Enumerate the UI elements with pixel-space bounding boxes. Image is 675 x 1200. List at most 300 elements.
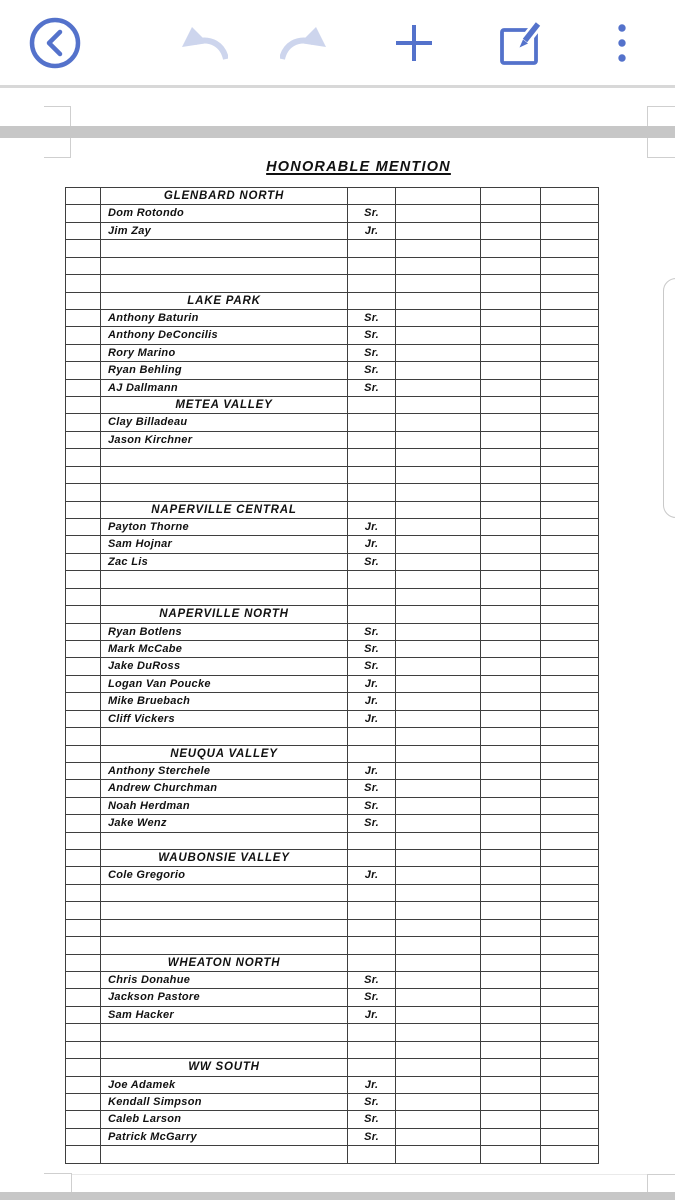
player-name-cell[interactable]: Sam Hacker (101, 1007, 348, 1024)
empty-cell[interactable] (481, 1077, 541, 1094)
empty-cell[interactable] (541, 833, 599, 850)
empty-cell[interactable] (481, 589, 541, 606)
empty-cell[interactable] (66, 693, 101, 710)
empty-cell[interactable] (541, 1111, 599, 1128)
empty-cell[interactable] (481, 240, 541, 257)
empty-cell[interactable] (541, 989, 599, 1006)
empty-cell[interactable] (348, 885, 396, 902)
empty-cell[interactable] (481, 397, 541, 414)
empty-cell[interactable] (396, 345, 481, 362)
empty-cell[interactable] (66, 1024, 101, 1041)
empty-cell[interactable] (348, 606, 396, 623)
empty-cell[interactable] (481, 606, 541, 623)
player-name-cell[interactable]: Andrew Churchman (101, 780, 348, 797)
empty-cell[interactable] (541, 798, 599, 815)
empty-cell[interactable] (101, 467, 348, 484)
edit-button[interactable] (498, 0, 542, 85)
empty-cell[interactable] (481, 502, 541, 519)
empty-cell[interactable] (481, 850, 541, 867)
empty-cell[interactable] (541, 310, 599, 327)
empty-cell[interactable] (481, 554, 541, 571)
empty-cell[interactable] (541, 484, 599, 501)
empty-cell[interactable] (348, 955, 396, 972)
empty-cell[interactable] (348, 293, 396, 310)
player-name-cell[interactable]: Anthony Sterchele (101, 763, 348, 780)
empty-cell[interactable] (66, 1077, 101, 1094)
empty-cell[interactable] (66, 362, 101, 379)
empty-cell[interactable] (101, 484, 348, 501)
empty-cell[interactable] (541, 1077, 599, 1094)
empty-cell[interactable] (66, 380, 101, 397)
empty-cell[interactable] (66, 519, 101, 536)
empty-cell[interactable] (396, 293, 481, 310)
school-header-cell[interactable]: WW SOUTH (101, 1059, 348, 1076)
empty-cell[interactable] (541, 1094, 599, 1111)
empty-cell[interactable] (348, 1059, 396, 1076)
empty-cell[interactable] (101, 449, 348, 466)
empty-cell[interactable] (101, 728, 348, 745)
empty-cell[interactable] (66, 188, 101, 205)
empty-cell[interactable] (481, 746, 541, 763)
empty-cell[interactable] (66, 1007, 101, 1024)
empty-cell[interactable] (541, 746, 599, 763)
empty-cell[interactable] (541, 780, 599, 797)
empty-cell[interactable] (541, 432, 599, 449)
school-header-cell[interactable]: NAPERVILLE NORTH (101, 606, 348, 623)
empty-cell[interactable] (396, 815, 481, 832)
empty-cell[interactable] (348, 571, 396, 588)
empty-cell[interactable] (348, 188, 396, 205)
empty-cell[interactable] (101, 1042, 348, 1059)
school-header-cell[interactable]: NAPERVILLE CENTRAL (101, 502, 348, 519)
empty-cell[interactable] (66, 641, 101, 658)
player-name-cell[interactable]: Zac Lis (101, 554, 348, 571)
player-class-cell[interactable]: Sr. (348, 641, 396, 658)
empty-cell[interactable] (481, 989, 541, 1006)
empty-cell[interactable] (101, 937, 348, 954)
empty-cell[interactable] (66, 1059, 101, 1076)
empty-cell[interactable] (66, 763, 101, 780)
empty-cell[interactable] (481, 763, 541, 780)
empty-cell[interactable] (66, 850, 101, 867)
empty-cell[interactable] (66, 658, 101, 675)
empty-cell[interactable] (348, 902, 396, 919)
empty-cell[interactable] (541, 867, 599, 884)
empty-cell[interactable] (66, 502, 101, 519)
overflow-menu-button[interactable] (608, 0, 636, 85)
empty-cell[interactable] (396, 1111, 481, 1128)
empty-cell[interactable] (396, 780, 481, 797)
empty-cell[interactable] (541, 397, 599, 414)
player-name-cell[interactable]: Caleb Larson (101, 1111, 348, 1128)
empty-cell[interactable] (396, 1042, 481, 1059)
empty-cell[interactable] (66, 798, 101, 815)
empty-cell[interactable] (481, 258, 541, 275)
empty-cell[interactable] (101, 1146, 348, 1163)
empty-cell[interactable] (481, 432, 541, 449)
player-class-cell[interactable]: Sr. (348, 1111, 396, 1128)
empty-cell[interactable] (541, 1059, 599, 1076)
empty-cell[interactable] (348, 746, 396, 763)
empty-cell[interactable] (481, 380, 541, 397)
empty-cell[interactable] (481, 972, 541, 989)
empty-cell[interactable] (348, 850, 396, 867)
player-name-cell[interactable]: Jim Zay (101, 223, 348, 240)
empty-cell[interactable] (396, 223, 481, 240)
empty-cell[interactable] (66, 867, 101, 884)
empty-cell[interactable] (348, 937, 396, 954)
empty-cell[interactable] (481, 867, 541, 884)
player-name-cell[interactable]: Jake DuRoss (101, 658, 348, 675)
empty-cell[interactable] (66, 536, 101, 553)
empty-cell[interactable] (66, 1111, 101, 1128)
empty-cell[interactable] (541, 205, 599, 222)
empty-cell[interactable] (348, 449, 396, 466)
empty-cell[interactable] (396, 449, 481, 466)
empty-cell[interactable] (101, 833, 348, 850)
player-name-cell[interactable]: Cliff Vickers (101, 711, 348, 728)
empty-cell[interactable] (66, 972, 101, 989)
empty-cell[interactable] (396, 902, 481, 919)
empty-cell[interactable] (396, 937, 481, 954)
player-name-cell[interactable]: Jackson Pastore (101, 989, 348, 1006)
empty-cell[interactable] (396, 310, 481, 327)
empty-cell[interactable] (396, 711, 481, 728)
empty-cell[interactable] (396, 728, 481, 745)
empty-cell[interactable] (481, 885, 541, 902)
empty-cell[interactable] (101, 885, 348, 902)
empty-cell[interactable] (348, 275, 396, 292)
empty-cell[interactable] (396, 1077, 481, 1094)
undo-button[interactable] (180, 0, 228, 85)
player-class-cell[interactable]: Sr. (348, 989, 396, 1006)
empty-cell[interactable] (541, 624, 599, 641)
empty-cell[interactable] (348, 833, 396, 850)
empty-cell[interactable] (481, 571, 541, 588)
player-class-cell[interactable]: Sr. (348, 310, 396, 327)
empty-cell[interactable] (101, 275, 348, 292)
empty-cell[interactable] (348, 258, 396, 275)
empty-cell[interactable] (396, 240, 481, 257)
empty-cell[interactable] (396, 920, 481, 937)
empty-cell[interactable] (481, 798, 541, 815)
player-name-cell[interactable]: Ryan Botlens (101, 624, 348, 641)
empty-cell[interactable] (481, 1111, 541, 1128)
empty-cell[interactable] (481, 1146, 541, 1163)
empty-cell[interactable] (541, 955, 599, 972)
empty-cell[interactable] (66, 937, 101, 954)
empty-cell[interactable] (66, 223, 101, 240)
player-class-cell[interactable]: Jr. (348, 1077, 396, 1094)
empty-cell[interactable] (481, 1129, 541, 1146)
empty-cell[interactable] (541, 711, 599, 728)
player-class-cell[interactable]: Jr. (348, 519, 396, 536)
empty-cell[interactable] (66, 624, 101, 641)
empty-cell[interactable] (66, 746, 101, 763)
empty-cell[interactable] (66, 258, 101, 275)
player-class-cell[interactable]: Sr. (348, 624, 396, 641)
empty-cell[interactable] (481, 484, 541, 501)
empty-cell[interactable] (541, 293, 599, 310)
empty-cell[interactable] (66, 275, 101, 292)
empty-cell[interactable] (396, 362, 481, 379)
player-name-cell[interactable]: Cole Gregorio (101, 867, 348, 884)
empty-cell[interactable] (541, 240, 599, 257)
empty-cell[interactable] (481, 937, 541, 954)
empty-cell[interactable] (101, 902, 348, 919)
empty-cell[interactable] (348, 432, 396, 449)
empty-cell[interactable] (66, 955, 101, 972)
empty-cell[interactable] (101, 589, 348, 606)
empty-cell[interactable] (66, 397, 101, 414)
empty-cell[interactable] (396, 502, 481, 519)
player-class-cell[interactable]: Jr. (348, 693, 396, 710)
empty-cell[interactable] (396, 397, 481, 414)
empty-cell[interactable] (481, 920, 541, 937)
player-name-cell[interactable]: Anthony DeConcilis (101, 327, 348, 344)
empty-cell[interactable] (396, 693, 481, 710)
empty-cell[interactable] (396, 1007, 481, 1024)
empty-cell[interactable] (541, 902, 599, 919)
empty-cell[interactable] (481, 223, 541, 240)
empty-cell[interactable] (396, 867, 481, 884)
player-class-cell[interactable]: Jr. (348, 1007, 396, 1024)
player-class-cell[interactable]: Jr. (348, 711, 396, 728)
empty-cell[interactable] (481, 676, 541, 693)
empty-cell[interactable] (541, 188, 599, 205)
player-name-cell[interactable]: Mike Bruebach (101, 693, 348, 710)
empty-cell[interactable] (541, 519, 599, 536)
empty-cell[interactable] (481, 449, 541, 466)
player-name-cell[interactable]: Ryan Behling (101, 362, 348, 379)
empty-cell[interactable] (66, 554, 101, 571)
empty-cell[interactable] (481, 1059, 541, 1076)
empty-cell[interactable] (66, 484, 101, 501)
player-name-cell[interactable]: AJ Dallmann (101, 380, 348, 397)
empty-cell[interactable] (481, 362, 541, 379)
player-class-cell[interactable]: Jr. (348, 536, 396, 553)
empty-cell[interactable] (396, 571, 481, 588)
empty-cell[interactable] (66, 815, 101, 832)
empty-cell[interactable] (541, 571, 599, 588)
empty-cell[interactable] (481, 1094, 541, 1111)
empty-cell[interactable] (481, 327, 541, 344)
empty-cell[interactable] (348, 728, 396, 745)
empty-cell[interactable] (541, 728, 599, 745)
empty-cell[interactable] (541, 1042, 599, 1059)
empty-cell[interactable] (396, 536, 481, 553)
empty-cell[interactable] (541, 676, 599, 693)
empty-cell[interactable] (396, 1094, 481, 1111)
empty-cell[interactable] (541, 850, 599, 867)
empty-cell[interactable] (348, 502, 396, 519)
empty-cell[interactable] (541, 536, 599, 553)
empty-cell[interactable] (348, 1146, 396, 1163)
player-class-cell[interactable]: Jr. (348, 676, 396, 693)
empty-cell[interactable] (481, 955, 541, 972)
player-class-cell[interactable]: Sr. (348, 205, 396, 222)
player-class-cell[interactable]: Sr. (348, 780, 396, 797)
empty-cell[interactable] (481, 728, 541, 745)
empty-cell[interactable] (66, 676, 101, 693)
empty-cell[interactable] (396, 606, 481, 623)
player-name-cell[interactable]: Anthony Baturin (101, 310, 348, 327)
empty-cell[interactable] (66, 989, 101, 1006)
empty-cell[interactable] (541, 502, 599, 519)
empty-cell[interactable] (66, 414, 101, 431)
empty-cell[interactable] (101, 240, 348, 257)
empty-cell[interactable] (541, 693, 599, 710)
empty-cell[interactable] (541, 589, 599, 606)
empty-cell[interactable] (66, 589, 101, 606)
player-name-cell[interactable]: Clay Billadeau (101, 414, 348, 431)
empty-cell[interactable] (541, 275, 599, 292)
empty-cell[interactable] (66, 1042, 101, 1059)
empty-cell[interactable] (481, 467, 541, 484)
empty-cell[interactable] (396, 205, 481, 222)
empty-cell[interactable] (541, 449, 599, 466)
empty-cell[interactable] (481, 780, 541, 797)
empty-cell[interactable] (348, 484, 396, 501)
player-name-cell[interactable]: Patrick McGarry (101, 1129, 348, 1146)
player-class-cell[interactable]: Sr. (348, 1129, 396, 1146)
player-name-cell[interactable]: Rory Marino (101, 345, 348, 362)
empty-cell[interactable] (541, 606, 599, 623)
empty-cell[interactable] (66, 780, 101, 797)
empty-cell[interactable] (101, 571, 348, 588)
empty-cell[interactable] (541, 658, 599, 675)
empty-cell[interactable] (396, 1129, 481, 1146)
empty-cell[interactable] (396, 467, 481, 484)
empty-cell[interactable] (396, 955, 481, 972)
empty-cell[interactable] (396, 624, 481, 641)
empty-cell[interactable] (396, 484, 481, 501)
player-class-cell[interactable]: Sr. (348, 345, 396, 362)
player-class-cell[interactable]: Sr. (348, 815, 396, 832)
empty-cell[interactable] (396, 989, 481, 1006)
player-name-cell[interactable]: Payton Thorne (101, 519, 348, 536)
empty-cell[interactable] (66, 1146, 101, 1163)
empty-cell[interactable] (541, 1024, 599, 1041)
empty-cell[interactable] (66, 240, 101, 257)
add-button[interactable] (394, 0, 434, 85)
empty-cell[interactable] (481, 1024, 541, 1041)
player-class-cell[interactable]: Sr. (348, 972, 396, 989)
empty-cell[interactable] (348, 920, 396, 937)
empty-cell[interactable] (481, 293, 541, 310)
empty-cell[interactable] (541, 1007, 599, 1024)
player-name-cell[interactable]: Mark McCabe (101, 641, 348, 658)
empty-cell[interactable] (348, 589, 396, 606)
player-class-cell[interactable]: Jr. (348, 223, 396, 240)
empty-cell[interactable] (481, 205, 541, 222)
empty-cell[interactable] (481, 310, 541, 327)
empty-cell[interactable] (348, 1042, 396, 1059)
player-class-cell[interactable]: Sr. (348, 380, 396, 397)
player-name-cell[interactable]: Dom Rotondo (101, 205, 348, 222)
empty-cell[interactable] (541, 345, 599, 362)
school-header-cell[interactable]: WHEATON NORTH (101, 955, 348, 972)
player-class-cell[interactable]: Sr. (348, 554, 396, 571)
empty-cell[interactable] (396, 850, 481, 867)
empty-cell[interactable] (481, 658, 541, 675)
empty-cell[interactable] (481, 275, 541, 292)
school-header-cell[interactable]: METEA VALLEY (101, 397, 348, 414)
empty-cell[interactable] (481, 711, 541, 728)
empty-cell[interactable] (396, 554, 481, 571)
player-name-cell[interactable]: Jake Wenz (101, 815, 348, 832)
empty-cell[interactable] (396, 414, 481, 431)
empty-cell[interactable] (481, 641, 541, 658)
player-name-cell[interactable]: Noah Herdman (101, 798, 348, 815)
empty-cell[interactable] (396, 380, 481, 397)
empty-cell[interactable] (396, 188, 481, 205)
empty-cell[interactable] (348, 240, 396, 257)
school-header-cell[interactable]: LAKE PARK (101, 293, 348, 310)
empty-cell[interactable] (396, 658, 481, 675)
empty-cell[interactable] (541, 380, 599, 397)
empty-cell[interactable] (541, 1146, 599, 1163)
empty-cell[interactable] (66, 293, 101, 310)
empty-cell[interactable] (481, 833, 541, 850)
empty-cell[interactable] (66, 920, 101, 937)
school-header-cell[interactable]: NEUQUA VALLEY (101, 746, 348, 763)
empty-cell[interactable] (541, 815, 599, 832)
empty-cell[interactable] (481, 345, 541, 362)
back-button[interactable] (29, 0, 81, 85)
empty-cell[interactable] (66, 902, 101, 919)
player-name-cell[interactable]: Jason Kirchner (101, 432, 348, 449)
empty-cell[interactable] (481, 188, 541, 205)
empty-cell[interactable] (541, 1129, 599, 1146)
empty-cell[interactable] (541, 641, 599, 658)
empty-cell[interactable] (541, 414, 599, 431)
school-header-cell[interactable]: WAUBONSIE VALLEY (101, 850, 348, 867)
document-title[interactable]: HONORABLE MENTION (266, 159, 451, 175)
empty-cell[interactable] (396, 327, 481, 344)
player-name-cell[interactable]: Logan Van Poucke (101, 676, 348, 693)
empty-cell[interactable] (396, 519, 481, 536)
empty-cell[interactable] (66, 467, 101, 484)
school-header-cell[interactable]: GLENBARD NORTH (101, 188, 348, 205)
player-class-cell[interactable]: Sr. (348, 798, 396, 815)
player-class-cell[interactable]: Sr. (348, 658, 396, 675)
empty-cell[interactable] (541, 972, 599, 989)
empty-cell[interactable] (348, 1024, 396, 1041)
empty-cell[interactable] (66, 205, 101, 222)
empty-cell[interactable] (396, 833, 481, 850)
player-name-cell[interactable]: Joe Adamek (101, 1077, 348, 1094)
empty-cell[interactable] (541, 937, 599, 954)
player-class-cell[interactable]: Jr. (348, 763, 396, 780)
empty-cell[interactable] (348, 467, 396, 484)
empty-cell[interactable] (66, 606, 101, 623)
empty-cell[interactable] (66, 327, 101, 344)
empty-cell[interactable] (66, 728, 101, 745)
empty-cell[interactable] (396, 589, 481, 606)
empty-cell[interactable] (66, 310, 101, 327)
empty-cell[interactable] (396, 798, 481, 815)
empty-cell[interactable] (396, 676, 481, 693)
empty-cell[interactable] (348, 397, 396, 414)
player-name-cell[interactable]: Chris Donahue (101, 972, 348, 989)
player-class-cell[interactable]: Sr. (348, 362, 396, 379)
empty-cell[interactable] (66, 432, 101, 449)
empty-cell[interactable] (396, 641, 481, 658)
empty-cell[interactable] (541, 885, 599, 902)
empty-cell[interactable] (481, 1042, 541, 1059)
empty-cell[interactable] (66, 711, 101, 728)
